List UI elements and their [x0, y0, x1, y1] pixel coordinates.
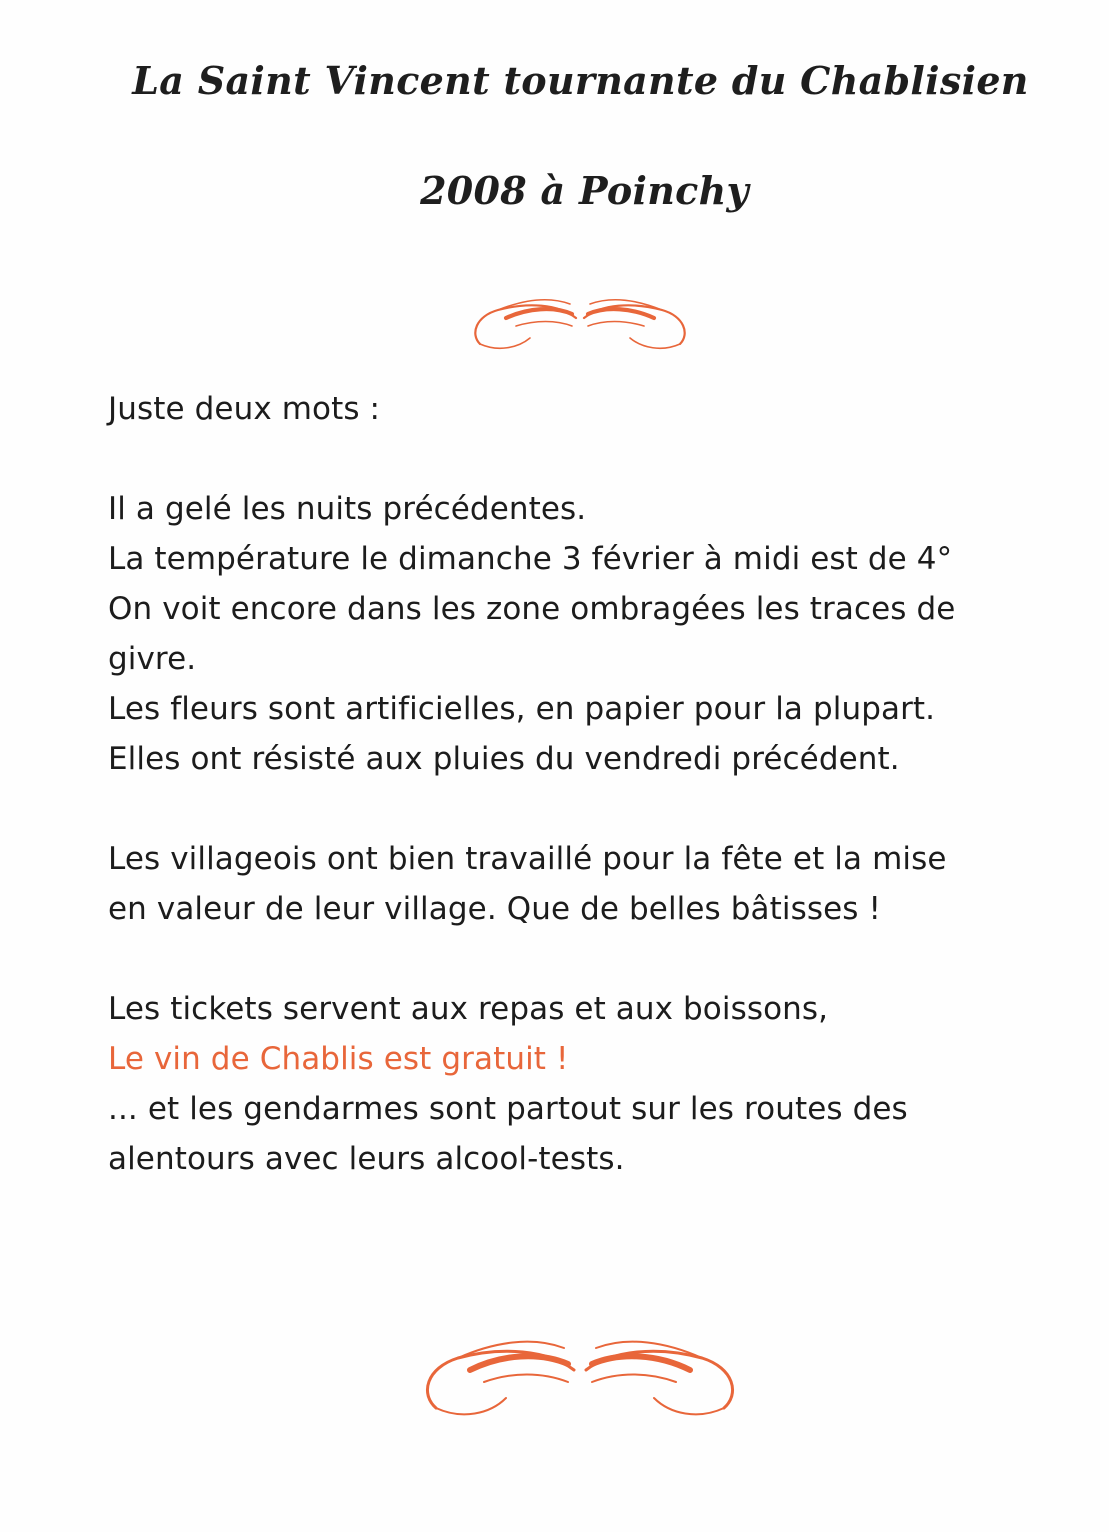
text-line: en valeur de leur village. Que de belles bâtisses !	[108, 891, 882, 927]
text-line: alentours avec leurs alcool-tests.	[108, 1141, 625, 1177]
intro-line: Juste deux mots :	[108, 391, 381, 427]
flourish-ornament-top	[468, 286, 692, 352]
text-line: On voit encore dans les zone ombragées les traces de	[108, 591, 956, 627]
text-line: Il a gelé les nuits précédentes.	[108, 491, 587, 527]
text-line: La température le dimanche 3 février à midi est de 4°	[108, 541, 953, 577]
blank-line	[108, 784, 1068, 834]
text-line: ... et les gendarmes sont partout sur les routes des	[108, 1091, 908, 1127]
document-title: La Saint Vincent tournante du Chablisien	[132, 58, 1029, 103]
document-subtitle: 2008 à Poinchy	[420, 168, 749, 213]
blank-line	[108, 434, 1068, 484]
flourish-ornament-bottom	[414, 1324, 746, 1420]
text-line: Les tickets servent aux repas et aux boissons,	[108, 991, 829, 1027]
body-text	[108, 384, 1068, 1184]
text-line: Les fleurs sont artificielles, en papier pour la plupart.	[108, 691, 936, 727]
text-line: Elles ont résisté aux pluies du vendredi précédent.	[108, 741, 900, 777]
text-line: Les villageois ont bien travaillé pour la fête et la mise	[108, 841, 947, 877]
blank-line	[108, 934, 1068, 984]
text-line: givre.	[108, 641, 197, 677]
highlighted-line: Le vin de Chablis est gratuit !	[108, 1041, 569, 1077]
